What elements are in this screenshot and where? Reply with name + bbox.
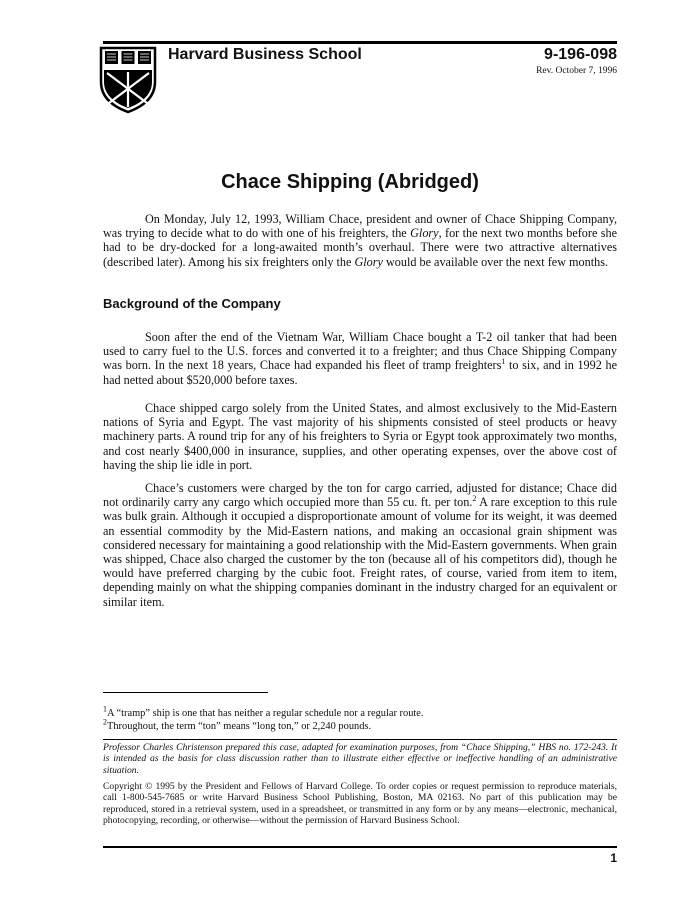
header-rule — [103, 41, 617, 44]
note-rule — [103, 739, 617, 740]
harvard-shield-logo — [99, 46, 157, 114]
footnote-ref-2: 2 — [472, 494, 477, 504]
footnote-ref-1: 1 — [501, 357, 506, 367]
school-name: Harvard Business School — [168, 46, 362, 63]
copyright-notice: Copyright © 1995 by the President and Fellows of Harvard College. To order copies or request permission to reproduce materials, call 1-800-545-7685 or write Harvard Business School Publishing, Boston, MA 02163. No part of this publication may be reproduced, stored in a retrieval system, used in a spreadsheet, or transmitted in any form or by any means—electronic, mechanical, photocopying, recording, or otherwise—without the permission of Harvard Business School. — [103, 781, 617, 826]
background-paragraph-1: Soon after the end of the Vietnam War, William Chace bought a T-2 oil tanker that had been used to carry fuel to the U.S. forces and converted it to a freighter; and thus Chace Shipping Company was born. In the next 18 years, Chace had expanded his fleet of tramp freighters$^1$ to six, and in 1992 he had netted about $520,000 before taxes. — [103, 330, 617, 387]
footnote-1: $^1$A “tramp” ship is one that has neither a regular schedule nor a regular route. — [103, 704, 424, 719]
section-heading: Background of the Company — [103, 296, 281, 311]
background-paragraph-2: Chace shipped cargo solely from the United States, and almost exclusively to the Mid-Eastern nations of Syria and Egypt. The vast majority of his shipments consisted of steel products or heavy machinery parts. A round trip for any of his freighters to Syria or Egypt took approximately two months, and cost nearly $400,000 in insurance, supplies, and other operating expenses, over the above cost of having the ship lie idle in port. — [103, 401, 617, 472]
preparer-note: Professor Charles Christenson prepared this case, adapted for examination purposes, from “Chace Shipping,” HBS no. 172-243. It is intended as the basis for class discussion rather than to illustrate either effective or ineffective handling of an administrative situation. — [103, 742, 617, 776]
footnote-2: $^2$Throughout, the term “ton” means “long ton,” or 2,240 pounds. — [103, 717, 372, 732]
revision-date: Rev. October 7, 1996 — [536, 66, 617, 76]
footnote-rule — [103, 692, 268, 693]
page-number: 1 — [610, 851, 617, 865]
case-number: 9-196-098 — [544, 46, 617, 63]
document-title: Chace Shipping (Abridged) — [221, 171, 479, 193]
intro-paragraph: On Monday, July 12, 1993, William Chace, president and owner of Chace Shipping Company, was trying to decide what to do with one of his freighters, the Glory, for the next two months before she had to be dry-docked for a long-awaited month’s overhaul. There were two attractive alternatives (described later). Among his six freighters only the Glory would be available over the next few months. — [103, 212, 618, 269]
footer-rule — [103, 846, 617, 848]
background-paragraph-3: Chace’s customers were charged by the ton for cargo carried, adjusted for distance; Chace did not ordinarily carry any cargo which occupied more than 55 cu. ft. per ton.$^2$ A rare exception to this rule was bulk grain. Although it occupied a disproportionate amount of volume for its weight, it was deemed an essential commodity by the Mid-Eastern nations, and making an occasional grain shipment was considered necessary for maintaining a good relationship with the Mid-Eastern governments. When grain was shipped, Chace also charged the customer by the ton (because all of his competitors did), though he would have preferred charging by the cubic foot. Freight rates, of course, varied from item to item, depending mainly on what the shipping companies dominant in the industry charged for an equivalent or similar item. — [103, 481, 617, 609]
